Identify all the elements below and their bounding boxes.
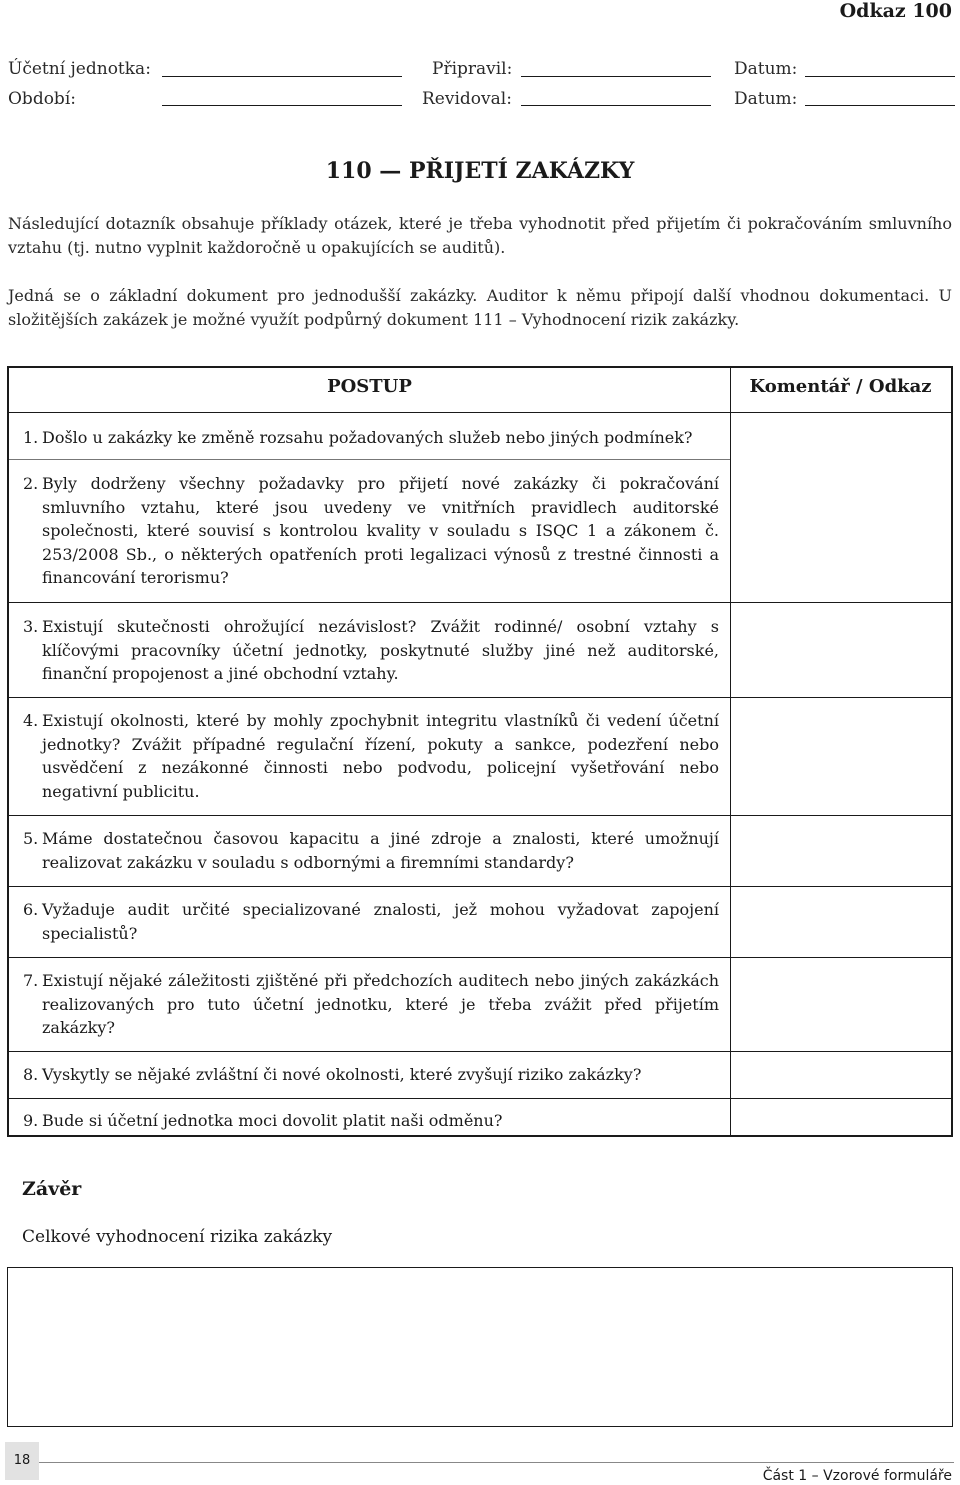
row-divider xyxy=(9,459,730,460)
item-text: Existují okolnosti, které by mohly zpochybnit integritu vlastníků či vedení účetní jednotky? Zvážit případné regulační řízení, pokuty a sankce, podezření nebo usvědčení z nezákonné činnosti nebo podvodu, policejní vyšetřování nebo negativní publicitu. xyxy=(42,711,719,801)
procedure-item-9 xyxy=(23,1109,719,1133)
item-text: Vyskytly se nějaké zvláštní či nové okolnosti, které zvyšují riziko zakázky? xyxy=(42,1065,642,1084)
accounting-unit-field[interactable] xyxy=(162,76,402,77)
footer-divider xyxy=(39,1462,954,1463)
procedure-item-6 xyxy=(23,898,719,945)
date-field-reviewed[interactable] xyxy=(805,105,955,106)
item-number: 7. xyxy=(23,971,39,990)
item-number: 6. xyxy=(23,900,39,919)
prepared-by-label: Připravil: xyxy=(432,59,513,79)
row-divider xyxy=(9,1098,951,1099)
row-divider xyxy=(9,815,951,816)
procedure-item-5 xyxy=(23,827,719,874)
item-text: Byly dodrženy všechny požadavky pro přijetí nové zakázky či pokračování smluvního vztahu, které jsou uvedeny ve vnitřních pravidlech auditorské společnosti, které souvisí s kontrolou kvality v souladu s ISQC 1 a zákonem č. 253/2008 Sb., o některých opatřeních proti legalizaci výnosů z trestné činnosti a financování terorismu? xyxy=(42,474,719,587)
item-number: 4. xyxy=(23,711,39,730)
procedure-item-7 xyxy=(23,969,719,1040)
item-text: Máme dostatečnou časovou kapacitu a jiné zdroje a znalosti, které umožnují realizovat zakázku v souladu s odbornými a firemními standardy? xyxy=(42,829,719,872)
date-label-prepared: Datum: xyxy=(734,59,798,79)
procedure-item-3 xyxy=(23,615,719,686)
period-label: Období: xyxy=(8,89,76,109)
item-text: Došlo u zakázky ke změně rozsahu požadovaných služeb nebo jiných podmínek? xyxy=(42,428,693,447)
item-number: 1. xyxy=(23,428,39,447)
page-title: 110 — PŘIJETÍ ZAKÁZKY xyxy=(325,158,635,184)
item-number: 8. xyxy=(23,1065,39,1084)
row-divider xyxy=(9,886,951,887)
prepared-by-field[interactable] xyxy=(521,76,711,77)
row-divider xyxy=(9,1051,951,1052)
intro-paragraph-2: Jedná se o základní dokument pro jednodušší zakázky. Auditor k němu připojí další vhodnou dokumentaci. U složitějších zakázek je možné využít podpůrný dokument 111 – Vyhodnocení rizik zakázky. xyxy=(8,286,952,329)
document-reference: Odkaz 100 xyxy=(839,0,952,22)
accounting-unit-label: Účetní jednotka: xyxy=(8,59,151,79)
intro-paragraph-1: Následující dotazník obsahuje příklady otázek, které je třeba vyhodnotit před přijetím či pokračováním smluvního vztahu (tj. nutno vyplnit každoročně u opakujících se auditů). xyxy=(8,214,952,257)
item-text: Existují skutečnosti ohrožující nezávislost? Zvážit rodinné/ osobní vztahy s klíčovými pracovníky účetní jednotky, poskytnuté služby jiné než auditorské, finanční propojenost a jiné obchodní vztahy. xyxy=(42,617,719,683)
column-header-procedure: POSTUP xyxy=(327,376,412,397)
reviewed-by-label: Revidoval: xyxy=(422,89,512,109)
period-field[interactable] xyxy=(162,105,402,106)
item-number: 9. xyxy=(23,1111,39,1130)
item-text: Bude si účetní jednotka moci dovolit platit naši odměnu? xyxy=(42,1111,503,1130)
column-separator xyxy=(730,368,731,1135)
procedure-table xyxy=(7,366,953,1137)
column-header-comment: Komentář / Odkaz xyxy=(749,376,932,397)
item-number: 2. xyxy=(23,474,39,493)
procedure-item-1 xyxy=(23,426,719,450)
item-number: 5. xyxy=(23,829,39,848)
date-label-reviewed: Datum: xyxy=(734,89,798,109)
date-field-prepared[interactable] xyxy=(805,76,955,77)
item-text: Existují nějaké záležitosti zjištěné při předchozích auditech nebo jiných zakázkách realizovaných pro tuto účetní jednotku, které je třeba zvážit před přijetím zakázky? xyxy=(42,971,719,1037)
footer-text: Část 1 – Vzorové formuláře xyxy=(762,1468,952,1484)
procedure-item-4 xyxy=(23,709,719,803)
conclusion-heading: Závěr xyxy=(22,1178,82,1200)
row-divider xyxy=(9,602,951,603)
reviewed-by-field[interactable] xyxy=(521,105,711,106)
row-divider xyxy=(9,697,951,698)
header-divider xyxy=(9,412,951,413)
page-number: 18 xyxy=(5,1442,39,1480)
procedure-item-8 xyxy=(23,1063,719,1087)
item-number: 3. xyxy=(23,617,39,636)
item-text: Vyžaduje audit určité specializované znalosti, jež mohou vyžadovat zapojení specialistů? xyxy=(42,900,719,943)
procedure-item-2 xyxy=(23,472,719,590)
row-divider xyxy=(9,957,951,958)
conclusion-subheading: Celkové vyhodnocení rizika zakázky xyxy=(22,1227,333,1247)
conclusion-box[interactable] xyxy=(7,1267,953,1427)
